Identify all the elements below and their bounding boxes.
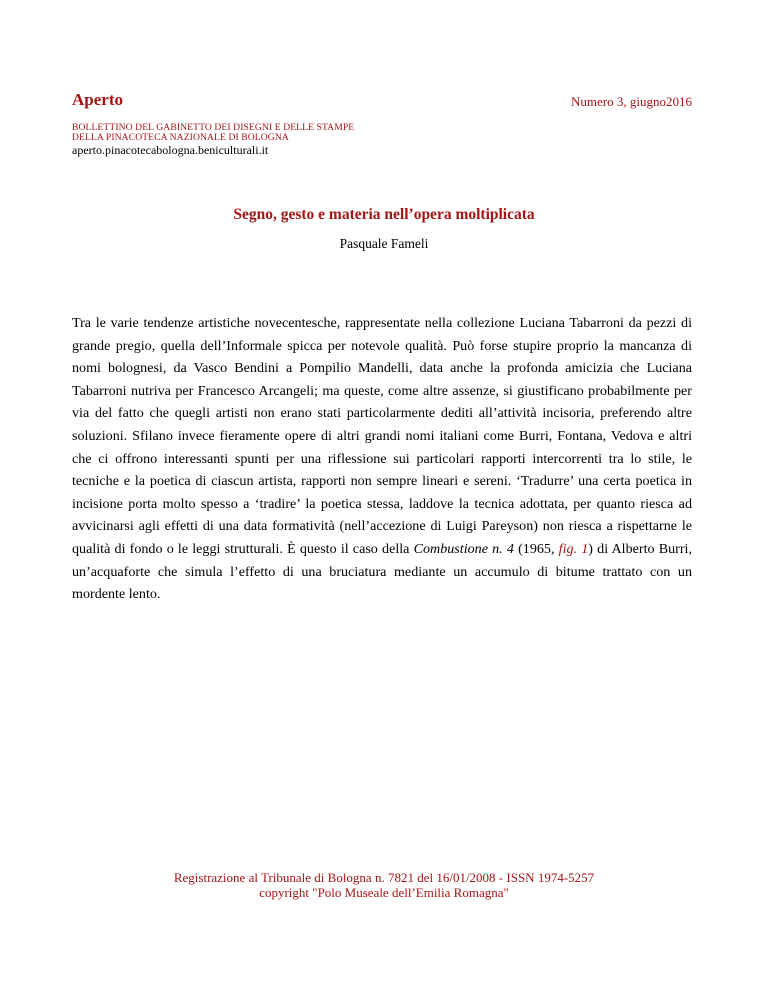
bulletin-subtitle-line1: BOLLETTINO DEL GABINETTO DEI DISEGNI E DELLE STAMPE (72, 122, 355, 133)
footer-registration: Registrazione al Tribunale di Bologna n. 7821 del 16/01/2008 - ISSN 1974-5257 (173, 870, 595, 885)
website-url: aperto.pinacotecabologna.beniculturali.it (72, 143, 269, 157)
article-body (72, 312, 692, 606)
bulletin-subtitle-line2: DELLA PINACOTECA NAZIONALE DI BOLOGNA (72, 132, 289, 143)
work-title: Combustione n. 4 (413, 540, 514, 557)
article-author: Pasquale Fameli (339, 236, 429, 251)
masthead-title: Aperto (72, 90, 123, 109)
issue-number: Numero 3, giugno2016 (571, 94, 692, 109)
body-text-part3: ) di Alberto Burri, un’acquaforte che simula l’effetto di una bruciatura mediante un accumulo di bitume trattato con un mordente lento. (72, 540, 692, 603)
footer-copyright: copyright "Polo Museale dell’Emilia Romagna" (259, 885, 509, 900)
figure-reference: fig. 1 (558, 540, 589, 557)
article-title: Segno, gesto e materia nell’opera moltiplicata (233, 206, 535, 223)
body-text-part2: (1965, (513, 540, 559, 557)
body-text-part1: Tra le varie tendenze artistiche novecentesche, rappresentate nella collezione Luciana Tabarroni da pezzi di grande pregio, quella dell’Informale spicca per notevole qualità. Può forse stupire proprio la mancanza di nomi bolognesi, da Vasco Bendini a Pompilio Mandelli, data anche la profonda amicizia che Luciana Tabarroni nutriva per Francesco Arcangeli; ma queste, come altre assenze, si giustificano probabilmente per via del fatto che quegli artisti non erano stati particolarmente dediti all’attività incisoria, preferendo altre soluzioni. Sfilano invece fieramente opere di altri grandi nomi italiani come Burri, Fontana, Vedova e altri che ci offrono interessanti spunti per una riflessione sui particolari rapporti intercorrenti tra lo stile, le tecniche e la poetica di ciascun artista, rapporti non sempre lineari e sereni. ‘Tradurre’ una certa poetica in incisione porta molto spesso a ‘tradire’ la poetica stessa, laddove la tecnica adottata, per quanto riesca ad avvicinarsi agli effetti di una data formatività (nell’accezione di Luigi Pareyson) non riesca a rispettarne le qualità di fondo o le leggi strutturali. È questo il caso della (72, 315, 692, 557)
